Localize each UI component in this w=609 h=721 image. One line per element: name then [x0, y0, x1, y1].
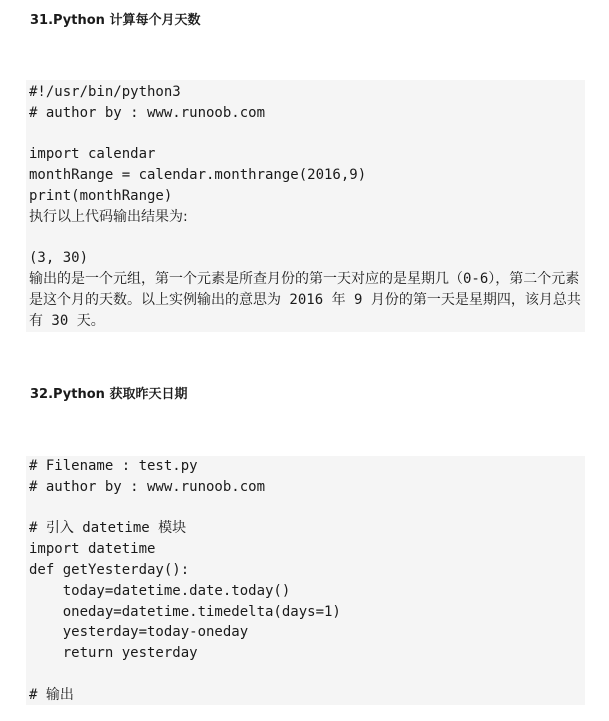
code-line: print(monthRange)	[29, 187, 173, 204]
code-line: return yesterday	[29, 645, 198, 662]
output-intro-text: 执行以上代码输出结果为:	[29, 208, 188, 225]
code-line: oneday=datetime.timedelta(days=1)	[29, 603, 341, 620]
code-line	[29, 498, 585, 519]
code-line: monthRange = calendar.monthrange(2016,9)	[29, 167, 367, 184]
code-line	[29, 664, 585, 685]
code-block-32	[26, 456, 585, 705]
code-line: import calendar	[29, 146, 156, 163]
code-line: # 引入 datetime 模块	[29, 520, 187, 537]
section-31-title: 31.Python 计算每个月天数	[30, 13, 201, 28]
code-line: def getYesterday():	[29, 561, 190, 578]
explanation-paragraph: 输出的是一个元组，第一个元素是所查月份的第一天对应的是星期几（0-6），第二个元素是这个月的天数。以上实例输出的意思为 2016 年 9 月份的第一天是星期四，该月总共有 30 天。	[29, 271, 581, 329]
code-line	[29, 228, 585, 249]
code-line	[29, 124, 585, 145]
code-line: # author by : www.runoob.com	[29, 104, 266, 121]
code-line: # Filename : test.py	[29, 458, 198, 474]
code-line: today=datetime.date.today()	[29, 582, 291, 599]
section-32-title: 32.Python 获取昨天日期	[30, 387, 188, 402]
code-line: # author by : www.runoob.com	[29, 478, 266, 495]
code-line: # 输出	[29, 686, 74, 703]
output-result: (3, 30)	[29, 250, 89, 267]
code-block-31	[26, 80, 585, 332]
code-line: #!/usr/bin/python3	[29, 84, 181, 100]
code-line: yesterday=today-oneday	[29, 624, 249, 641]
code-line: import datetime	[29, 541, 156, 558]
